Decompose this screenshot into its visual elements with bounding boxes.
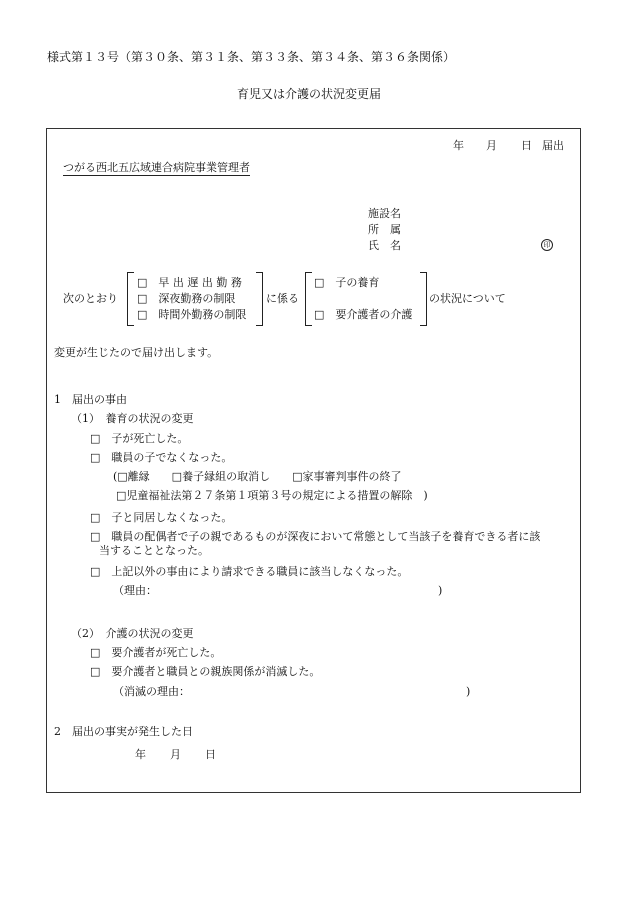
seal-mark: 印 (541, 239, 553, 251)
bracket-right-work (256, 272, 263, 326)
section2-month: 月 (170, 748, 181, 761)
s1-reason-label: （理由： (113, 584, 157, 597)
intro-suffix: の状況について (429, 292, 506, 305)
section2-year: 年 (135, 748, 146, 761)
s2-reason-close: ) (466, 685, 471, 698)
s1-item-no-longer-child: □ 職員の子でなくなった。 (90, 451, 233, 464)
s2-reason-label: （消滅の理由： (113, 685, 190, 698)
form-title: 育児又は介護の状況変更届 (237, 87, 382, 101)
facility-label: 施設名 (368, 207, 401, 220)
s2-item-relation-ended: □ 要介護者と職員との親族関係が消滅した。 (90, 665, 321, 678)
bracket-right-care (420, 272, 427, 326)
s1-item-no-cohabit: □ 子と同居しなくなった。 (90, 511, 233, 524)
date-month: 月 (486, 139, 497, 152)
s1-reason-close: ) (438, 584, 443, 597)
statement: 変更が生じたので届け出します。 (54, 346, 219, 359)
s1-item-spouse-line1: □ 職員の配偶者で子の親であるものが深夜において常態として当該子を養育できる者に該 (90, 530, 541, 543)
addressee: つがる西北五広域連合病院事業管理者 (63, 161, 250, 174)
care-option-nursing: □ 要介護者の介護 (314, 308, 413, 321)
date-year: 年 (453, 139, 464, 152)
section2-heading: 2 届出の事実が発生した日 (54, 725, 193, 738)
section2-day: 日 (205, 748, 216, 761)
work-option-night-limit: □ 深夜勤務の制限 (137, 292, 236, 305)
section1-heading: 1 届出の事由 (54, 393, 127, 406)
s1-item-detail-1: (□離縁 □養子縁組の取消し □家事審判事件の終了 (113, 470, 402, 483)
s1-item-other-reason: □ 上記以外の事由により請求できる職員に該当しなくなった。 (90, 565, 409, 578)
seal-icon (541, 238, 553, 251)
s1-item-detail-2: □児童福祉法第２７条第１項第３号の規定による措置の解除 ) (116, 489, 428, 502)
work-option-overtime-limit: □ 時間外勤務の制限 (137, 308, 247, 321)
date-day: 日 (521, 139, 532, 152)
s2-item-care-recipient-died: □ 要介護者が死亡した。 (90, 646, 222, 659)
bracket-left-work (127, 272, 134, 326)
name-label: 氏 名 (368, 239, 401, 252)
bracket-left-care (305, 272, 312, 326)
affiliation-label: 所 属 (368, 223, 401, 236)
section1-sub2-heading: （2） 介護の状況の変更 (71, 627, 194, 640)
care-option-childcare: □ 子の養育 (314, 276, 380, 289)
intro-connector: に係る (266, 292, 299, 305)
s1-item-child-died: □ 子が死亡した。 (90, 432, 189, 445)
form-number: 様式第１３号（第３０条、第３１条、第３３条、第３４条、第３６条関係） (47, 50, 456, 64)
date-submit: 届出 (542, 139, 564, 152)
intro-prefix: 次のとおり (63, 292, 118, 305)
s1-item-spouse-line2: 当することとなった。 (99, 544, 209, 557)
work-option-early-late: □ 早 出 遅 出 勤 務 (137, 276, 242, 289)
section1-sub1-heading: （1） 養育の状況の変更 (71, 412, 194, 425)
